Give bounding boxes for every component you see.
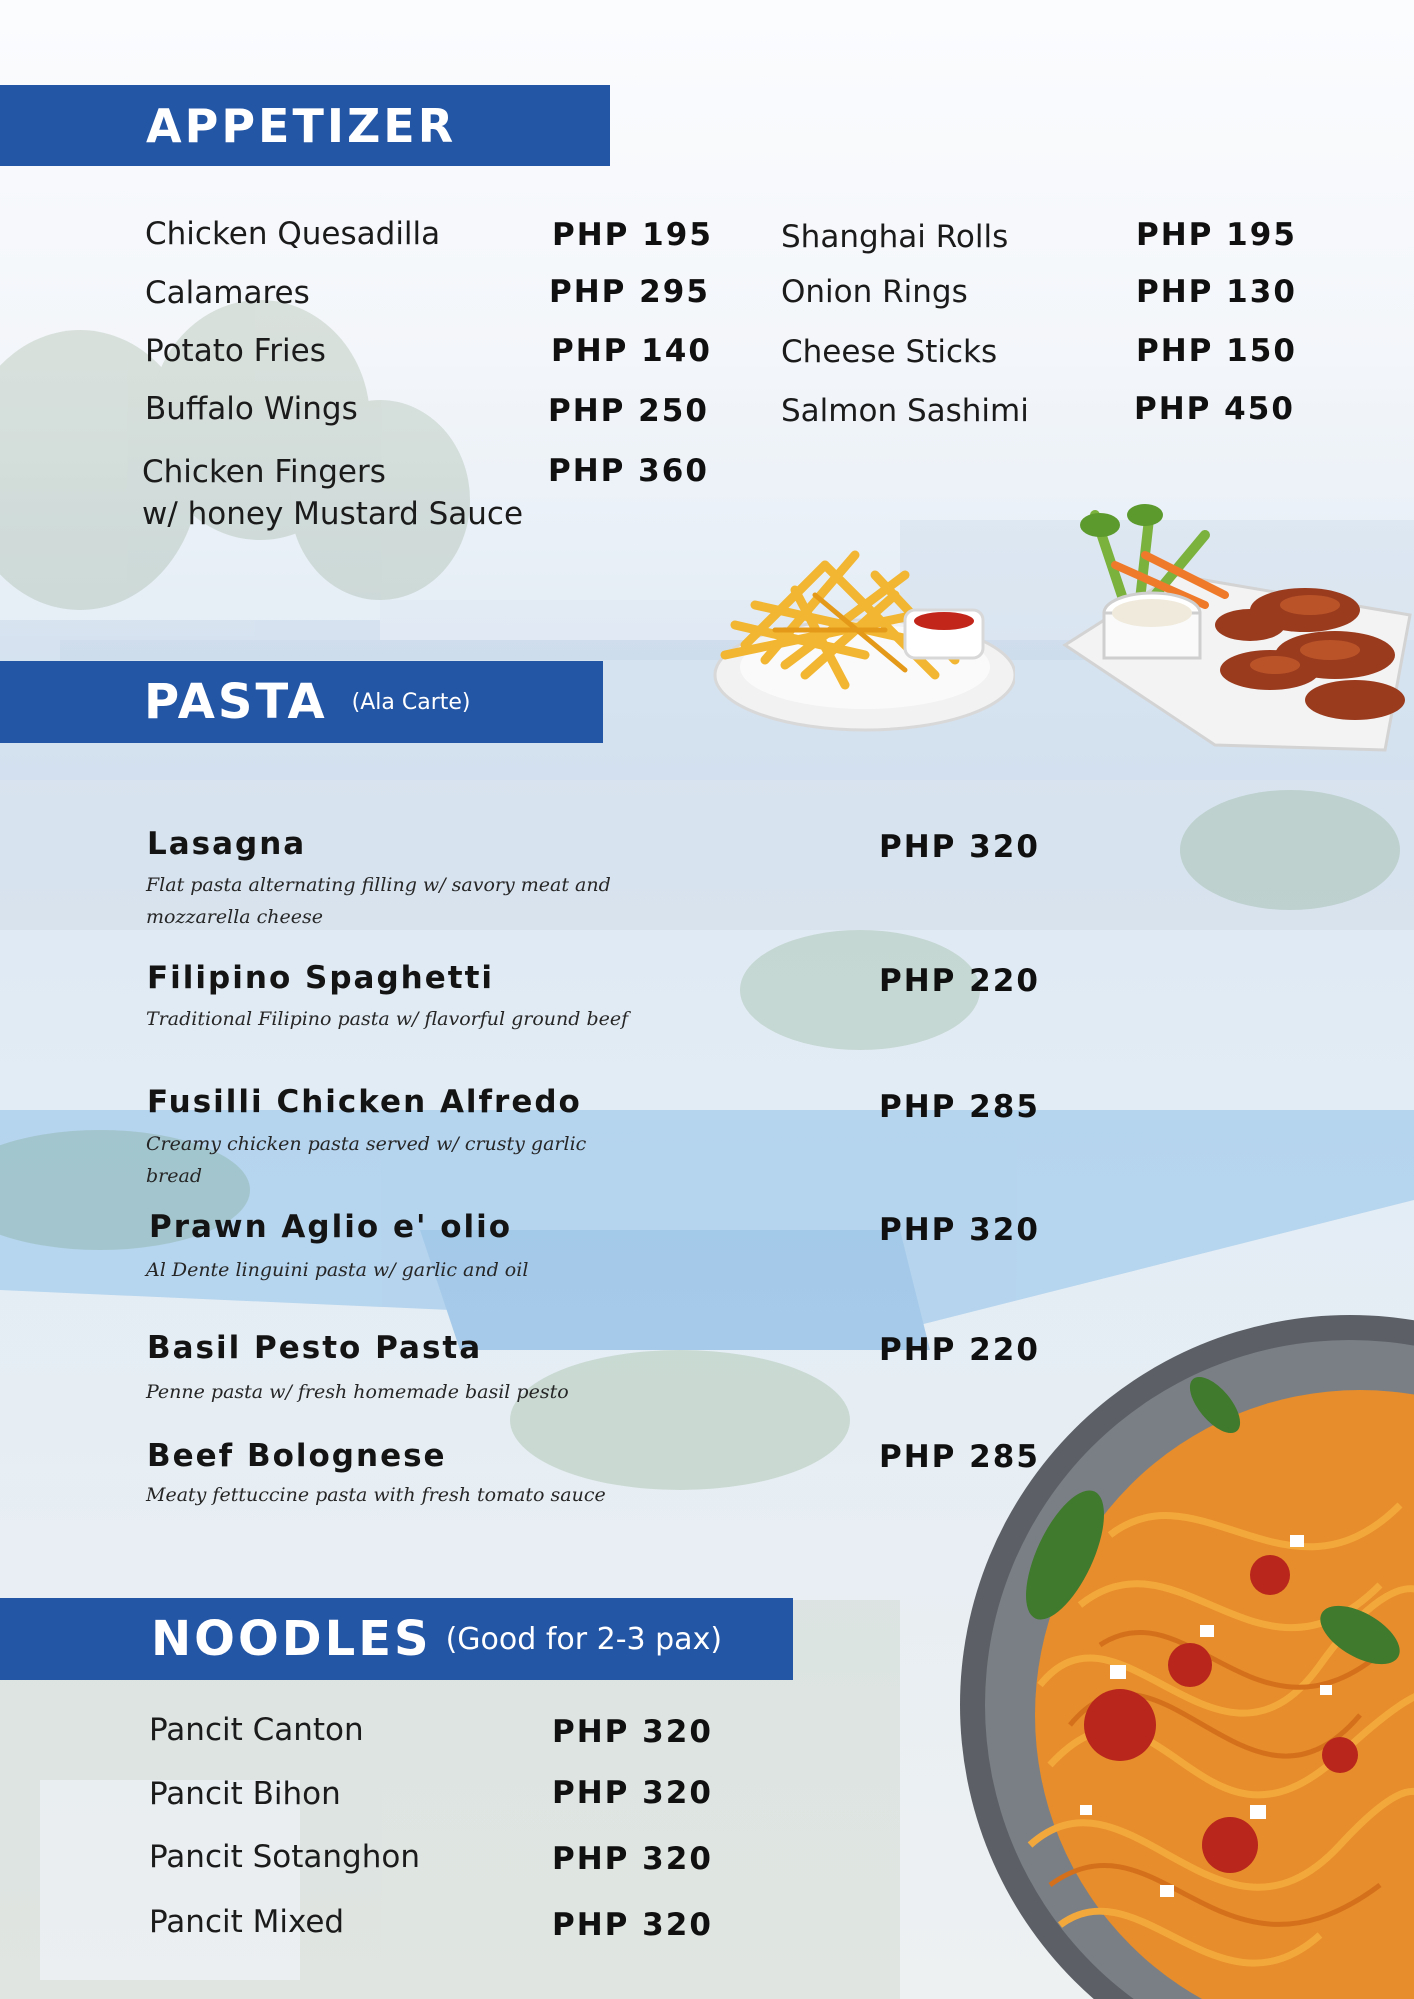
appetizer-item-price: PHP 195 <box>552 217 713 253</box>
noodles-item-name: Pancit Bihon <box>149 1776 341 1812</box>
pasta-item-desc: Al Dente linguini pasta w/ garlic and oil <box>146 1259 529 1281</box>
pasta-item-price: PHP 285 <box>879 1089 1040 1125</box>
appetizer-item-name: Onion Rings <box>781 274 968 310</box>
appetizer-item-name: Potato Fries <box>145 333 326 369</box>
appetizer-item-price: PHP 250 <box>548 393 709 429</box>
noodles-title: NOODLES <box>151 1611 432 1667</box>
pasta-item-name: Lasagna <box>147 826 307 862</box>
pasta-item-name: Basil Pesto Pasta <box>147 1330 483 1366</box>
appetizer-item-price: PHP 130 <box>1136 274 1297 310</box>
appetizer-item-name: Cheese Sticks <box>781 334 998 370</box>
pasta-banner <box>0 661 603 743</box>
appetizer-item-price: PHP 195 <box>1136 217 1297 253</box>
fries-photo <box>705 535 1015 735</box>
appetizer-title: APPETIZER <box>146 98 457 153</box>
pasta-item-desc: Meaty fettuccine pasta with fresh tomato sauce <box>146 1484 606 1506</box>
noodles-subtitle: (Good for 2-3 pax) <box>445 1621 723 1657</box>
pasta-subtitle: (Ala Carte) <box>351 689 471 715</box>
appetizer-item-name-line2: w/ honey Mustard Sauce <box>142 496 524 532</box>
pasta-item-desc: Creamy chicken pasta served w/ crusty garlic bread <box>146 1133 587 1187</box>
noodles-item-price: PHP 320 <box>552 1841 713 1877</box>
noodles-item-name: Pancit Canton <box>149 1712 364 1748</box>
appetizer-item-name: Salmon Sashimi <box>781 393 1029 429</box>
noodles-item-price: PHP 320 <box>552 1775 713 1811</box>
pasta-item-name: Beef Bolognese <box>147 1438 447 1474</box>
noodles-item-name: Pancit Sotanghon <box>149 1839 420 1875</box>
pasta-item-price: PHP 320 <box>879 829 1040 865</box>
pasta-item-desc: Penne pasta w/ fresh homemade basil pesto <box>146 1381 569 1403</box>
noodles-item-price: PHP 320 <box>552 1714 713 1750</box>
pasta-item-name: Filipino Spaghetti <box>147 960 495 996</box>
pasta-item-desc: Traditional Filipino pasta w/ flavorful ground beef <box>146 1008 629 1030</box>
spaghetti-photo <box>960 1285 1414 1999</box>
pasta-item-price: PHP 285 <box>879 1439 1040 1475</box>
appetizer-item-price: PHP 140 <box>551 333 712 369</box>
appetizer-banner <box>0 85 610 166</box>
noodles-item-name: Pancit Mixed <box>149 1904 345 1940</box>
appetizer-item-name: Chicken Fingers <box>142 454 386 490</box>
appetizer-item-name: Calamares <box>145 275 310 311</box>
pasta-title: PASTA <box>144 674 328 730</box>
noodles-banner <box>0 1598 793 1680</box>
pasta-item-price: PHP 220 <box>879 963 1040 999</box>
appetizer-item-name: Shanghai Rolls <box>781 219 1009 255</box>
pasta-item-name: Fusilli Chicken Alfredo <box>147 1084 582 1120</box>
appetizer-item-price: PHP 450 <box>1134 391 1295 427</box>
buffalo-wings-photo <box>1055 495 1414 755</box>
pasta-item-price: PHP 220 <box>879 1332 1040 1368</box>
pasta-item-name: Prawn Aglio e' olio <box>149 1209 513 1245</box>
appetizer-item-name: Buffalo Wings <box>145 391 358 427</box>
appetizer-item-name: Chicken Quesadilla <box>145 216 441 252</box>
appetizer-item-price: PHP 150 <box>1136 333 1297 369</box>
appetizer-item-price: PHP 295 <box>549 274 710 310</box>
appetizer-item-price: PHP 360 <box>548 453 709 489</box>
noodles-item-price: PHP 320 <box>552 1907 713 1943</box>
pasta-item-price: PHP 320 <box>879 1212 1040 1248</box>
pasta-item-desc: Flat pasta alternating filling w/ savory meat and mozzarella cheese <box>146 874 611 928</box>
